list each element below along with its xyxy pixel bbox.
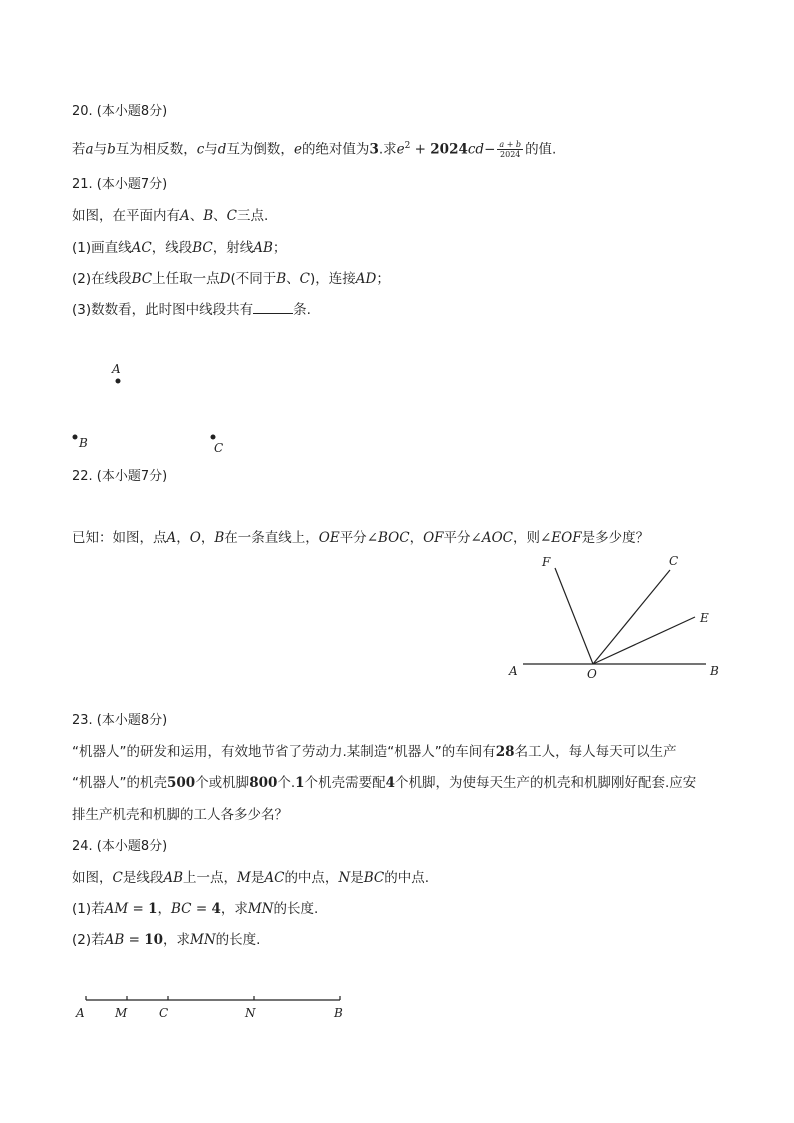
q22-a15: ，则 bbox=[512, 530, 540, 546]
q24-l2h: 4 bbox=[211, 901, 221, 917]
q24-l1d: AB bbox=[163, 870, 184, 886]
q20-var-b: b bbox=[107, 141, 116, 158]
q22-a16: ∠EOF bbox=[539, 530, 582, 546]
q21-l3h: C bbox=[299, 271, 311, 287]
q21-l1f: C bbox=[226, 208, 238, 224]
q20-var-e2: e bbox=[396, 141, 405, 158]
q24-l1b: C bbox=[112, 870, 123, 886]
q22-a12: OF bbox=[423, 530, 444, 546]
label-seg-n: N bbox=[245, 1006, 256, 1020]
q22-a6: B bbox=[214, 530, 225, 546]
q22-a9: 平分 bbox=[339, 530, 367, 546]
q23-l1c: 名工人，每人每天可以生产 bbox=[514, 744, 677, 760]
q24-l3b: AB bbox=[104, 932, 125, 948]
q23-line3: 排生产机壳和机脚的工人各多少名？ bbox=[72, 807, 288, 823]
q23-l2i: 个机脚，为使每天生产的机壳和机脚刚好配套.应安 bbox=[394, 775, 697, 791]
q20-t4: 与 bbox=[204, 141, 218, 158]
q22-a10: ∠BOC bbox=[366, 530, 410, 546]
q21-l2c: ，线段 bbox=[151, 240, 193, 256]
q22-a3: ， bbox=[176, 530, 190, 546]
q24-l1e: 上一点， bbox=[183, 870, 238, 886]
q20-three: 3 bbox=[369, 141, 379, 158]
q24-l1c: 是线段 bbox=[122, 870, 164, 886]
q23-l2a: “机器人”的机壳 bbox=[72, 775, 167, 791]
label-seg-b: B bbox=[334, 1006, 343, 1020]
q20-var-d: d bbox=[217, 141, 227, 158]
q22-a4: O bbox=[189, 530, 201, 546]
q21-l4a: (3)数数看，此时图中线段共有 bbox=[72, 302, 254, 318]
q22-a17: 是多少度？ bbox=[581, 530, 650, 546]
q21-l3i: )，连接 bbox=[310, 271, 356, 287]
q20-t7: .求 bbox=[378, 141, 397, 158]
q21-l2g: ； bbox=[272, 240, 287, 256]
q23-l2g: 个机壳需要配 bbox=[304, 775, 386, 791]
q24-l1g: 是 bbox=[250, 870, 265, 886]
q24-l2e: ， bbox=[157, 901, 172, 917]
q24-l2f: BC bbox=[171, 901, 192, 917]
q24-l1a: 如图， bbox=[72, 870, 113, 886]
q21-l3f: B bbox=[276, 271, 287, 287]
q24-l3f: MN bbox=[190, 932, 216, 948]
q20-exponent: 2 bbox=[404, 141, 411, 151]
q23-l2b: 500 bbox=[167, 775, 196, 791]
q20-t1: 若 bbox=[72, 141, 86, 158]
q24-l1j: N bbox=[338, 870, 351, 886]
q22-a8: OE bbox=[318, 530, 340, 546]
q20-t8: 的值. bbox=[525, 141, 557, 158]
q20-var-a: a bbox=[85, 141, 94, 158]
q22-a13: 平分 bbox=[443, 530, 471, 546]
label-a: A bbox=[509, 664, 518, 678]
q20-minus: − bbox=[484, 141, 496, 158]
q20-frac-num: a + b bbox=[499, 140, 522, 149]
point-b-label: B bbox=[79, 436, 88, 450]
q20-frac-den: 2024 bbox=[500, 150, 521, 159]
label-seg-c: C bbox=[159, 1006, 169, 1020]
q24-l2j: MN bbox=[247, 901, 274, 917]
q20-t2: 与 bbox=[93, 141, 108, 158]
q21-header: 21. (本小题7分) bbox=[72, 177, 168, 192]
label-f: F bbox=[542, 555, 551, 569]
q23-l2e: 个. bbox=[277, 775, 296, 791]
q21-l1g: 三点. bbox=[237, 208, 269, 224]
q24-header: 24. (本小题8分) bbox=[72, 839, 168, 854]
q23-l2h: 4 bbox=[385, 775, 395, 791]
q21-l2a: (1)画直线 bbox=[72, 240, 132, 256]
q20-t5: 互为倒数， bbox=[226, 141, 294, 158]
q21-l2d: BC bbox=[192, 240, 213, 256]
q24-l2k: 的长度. bbox=[273, 901, 319, 917]
q24-l1f: M bbox=[237, 870, 251, 886]
q21-l3k: ； bbox=[376, 271, 390, 287]
point-a-label: A bbox=[112, 362, 121, 376]
q24-l2c: = bbox=[128, 901, 149, 917]
q21-l3g: 、 bbox=[286, 271, 300, 287]
q24-l2d: 1 bbox=[148, 901, 158, 917]
q24-l3c: = bbox=[124, 932, 145, 948]
q24-l1h: AC bbox=[264, 870, 285, 886]
label-b: B bbox=[710, 664, 719, 678]
q20-t3: 互为相反数， bbox=[115, 141, 197, 158]
q22-a1: 已知：如图，点 bbox=[72, 530, 167, 546]
q21-l3d: D bbox=[219, 271, 231, 287]
q23-l1b: 28 bbox=[495, 744, 515, 760]
q21-l2e: ，射线 bbox=[212, 240, 254, 256]
q23-header: 23. (本小题8分) bbox=[72, 713, 168, 728]
q21-l1d: B bbox=[203, 208, 214, 224]
q20-var-e: e bbox=[293, 141, 302, 158]
q24-l3d: 10 bbox=[144, 932, 163, 948]
q24-l3a: (2)若 bbox=[72, 932, 105, 948]
q21-l2f: AB bbox=[253, 240, 273, 256]
label-e: E bbox=[700, 611, 709, 625]
q20-var-c: c bbox=[196, 141, 205, 158]
q23-l2c: 个或机脚 bbox=[195, 775, 250, 791]
q20-coef: 2024 bbox=[430, 141, 468, 158]
q24-l2g: = bbox=[191, 901, 212, 917]
q21-l3e: (不同于 bbox=[230, 271, 277, 287]
q21-l3b: BC bbox=[131, 271, 153, 287]
q21-l3a: (2)在线段 bbox=[72, 271, 132, 287]
q20-t6: 的绝对值为 bbox=[301, 141, 370, 158]
q24-l1m: 的中点. bbox=[384, 870, 430, 886]
q21-l4b: 条. bbox=[293, 302, 311, 318]
label-seg-a: A bbox=[76, 1006, 85, 1020]
q22-a7: 在一条直线上， bbox=[224, 530, 319, 546]
label-o: O bbox=[587, 667, 597, 681]
q20-plus: + bbox=[410, 141, 431, 158]
q21-l1c: 、 bbox=[189, 208, 204, 224]
q24-l1k: 是 bbox=[350, 870, 364, 886]
q21-l3j: AD bbox=[355, 271, 377, 287]
q24-l2a: (1)若 bbox=[72, 901, 105, 917]
q24-l2i: ，求 bbox=[220, 901, 248, 917]
q22-a11: ， bbox=[409, 530, 424, 546]
q23-l2d: 800 bbox=[249, 775, 278, 791]
label-seg-m: M bbox=[115, 1006, 128, 1020]
q20-var-cd: cd bbox=[467, 141, 485, 158]
q22-header: 22. (本小题7分) bbox=[72, 469, 168, 484]
q21-l3c: 上任取一点 bbox=[152, 271, 220, 287]
q23-l1a: “机器人”的研发和运用，有效地节省了劳动力.某制造“机器人”的车间有 bbox=[72, 744, 496, 760]
point-c-label: C bbox=[214, 441, 224, 455]
q24-l3e: ，求 bbox=[163, 932, 190, 948]
q22-a14: ∠AOC bbox=[470, 530, 513, 546]
q21-l1b: A bbox=[180, 208, 190, 224]
q24-l1i: 的中点， bbox=[284, 870, 339, 886]
q24-l2b: AM bbox=[104, 901, 129, 917]
q20-header: 20. (本小题8分) bbox=[72, 104, 168, 119]
q22-a5: ， bbox=[200, 530, 215, 546]
q24-l3g: 的长度. bbox=[215, 932, 261, 948]
q21-l1a: 如图，在平面内有 bbox=[72, 208, 180, 224]
q21-l2b: AC bbox=[131, 240, 152, 256]
q21-l1e: 、 bbox=[213, 208, 227, 224]
q22-a2: A bbox=[166, 530, 177, 546]
q23-l2f: 1 bbox=[295, 775, 305, 791]
label-c: C bbox=[669, 554, 679, 568]
q24-l1l: BC bbox=[363, 870, 385, 886]
